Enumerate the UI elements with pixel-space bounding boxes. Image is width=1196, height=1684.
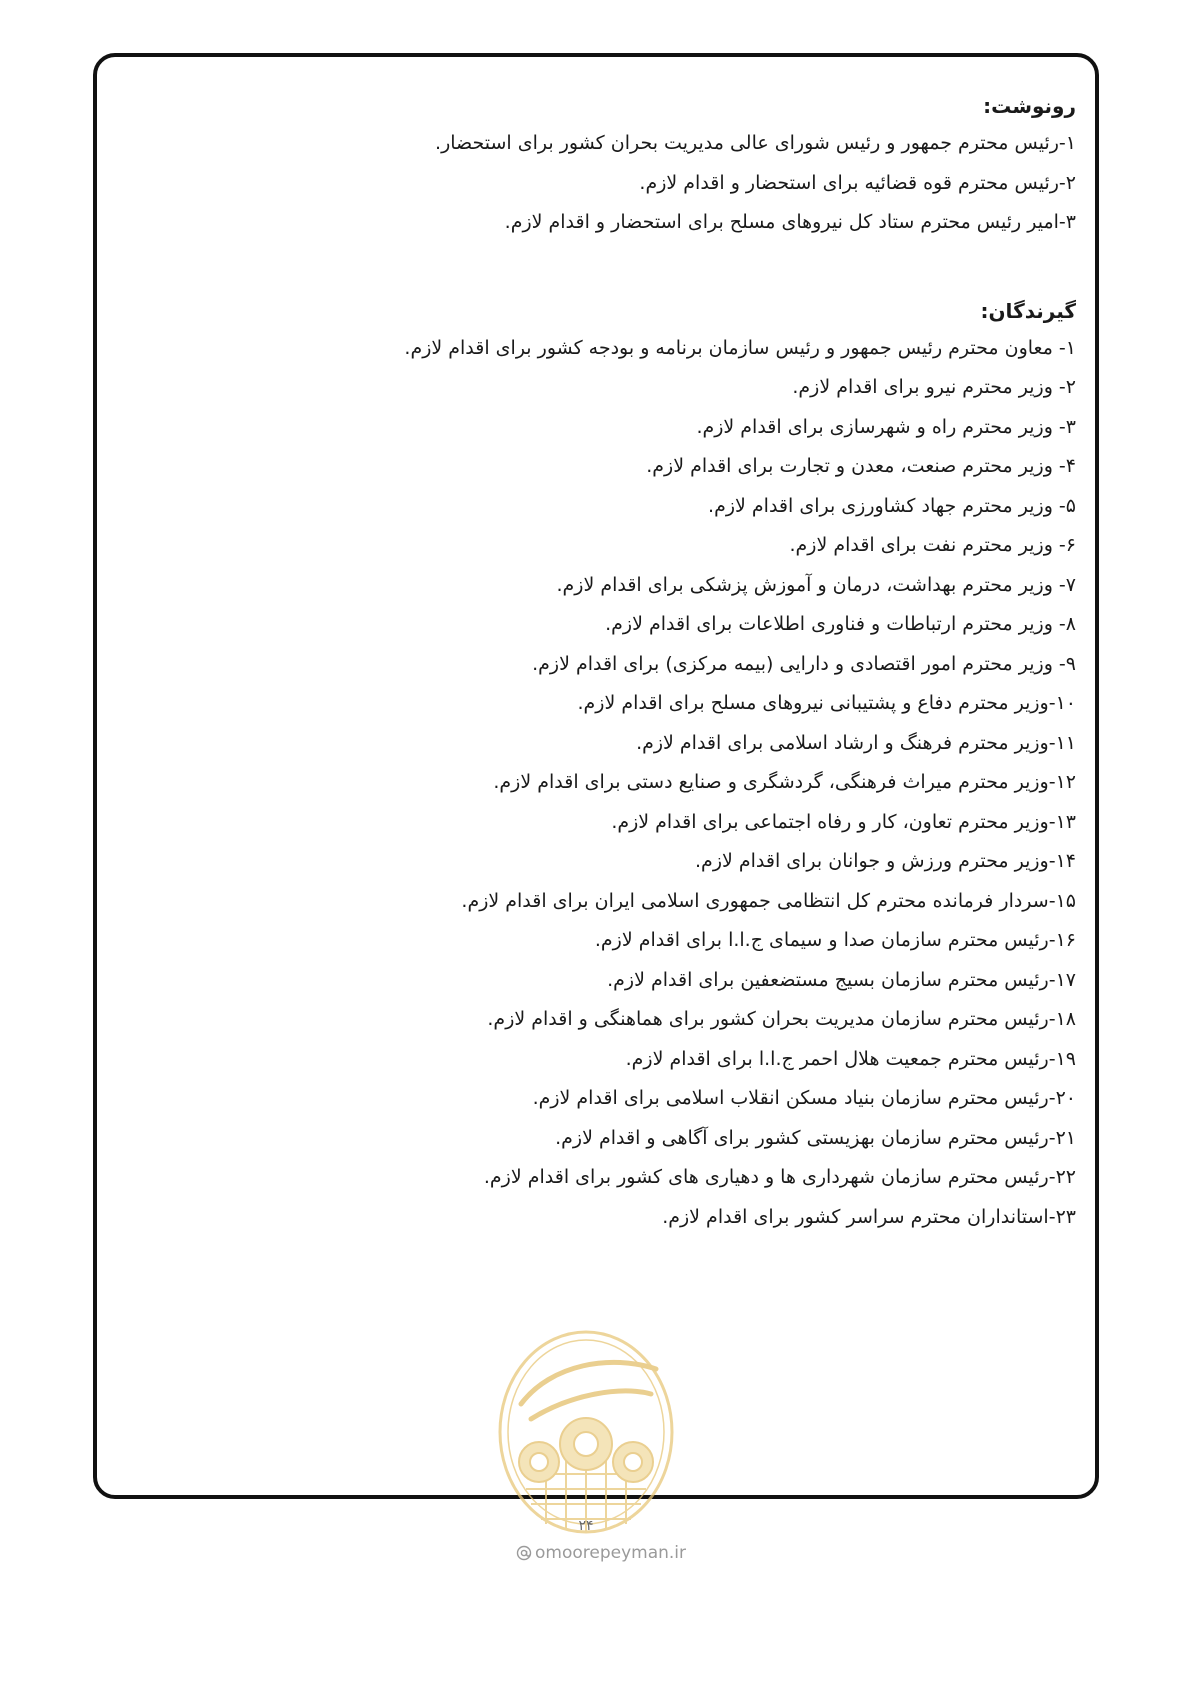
at-icon: [516, 1545, 532, 1561]
recipient-item: ۵- وزیر محترم جهاد کشاورزی برای اقدام لازم.: [708, 494, 1076, 517]
cc-item: ۲-رئیس محترم قوه قضائیه برای استحضار و اقدام لازم.: [639, 171, 1076, 194]
recipient-item: ۲۰-رئیس محترم سازمان بنیاد مسکن انقلاب اسلامی برای اقدام لازم.: [532, 1087, 1076, 1109]
recipient-item: ۴- وزیر محترم صنعت، معدن و تجارت برای اقدام لازم.: [646, 455, 1076, 477]
watermark-url: [516, 1543, 686, 1563]
recipient-item: ۱۹-رئیس محترم جمعیت هلال احمر ج.ا.ا برای اقدام لازم.: [625, 1047, 1076, 1070]
cc-list: [116, 124, 1076, 243]
recipient-item: ۳- وزیر محترم راه و شهرسازی برای اقدام لازم.: [696, 415, 1076, 438]
recipient-item: ۶- وزیر محترم نفت برای اقدام لازم.: [789, 534, 1076, 556]
recipient-item: ۱۲-وزیر محترم میراث فرهنگی، گردشگری و صنایع دستی برای اقدام لازم.: [493, 771, 1076, 793]
recipient-item: ۲۱-رئیس محترم سازمان بهزیستی کشور برای آگاهی و اقدام لازم.: [555, 1126, 1076, 1149]
recipients-heading: گیرندگان:: [980, 298, 1076, 323]
recipient-item: ۱- معاون محترم رئیس جمهور و رئیس سازمان برنامه و بودجه کشور برای اقدام لازم.: [404, 336, 1076, 359]
recipient-item: ۱۱-وزیر محترم فرهنگ و ارشاد اسلامی برای اقدام لازم.: [636, 731, 1076, 754]
page-number: ۲۴: [578, 1518, 594, 1534]
recipient-item: ۲- وزیر محترم نیرو برای اقدام لازم.: [792, 376, 1076, 398]
recipient-item: ۱۳-وزیر محترم تعاون، کار و رفاه اجتماعی برای اقدام لازم.: [611, 810, 1076, 833]
recipient-item: ۸- وزیر محترم ارتباطات و فناوری اطلاعات برای اقدام لازم.: [605, 613, 1076, 635]
recipient-item: ۷- وزیر محترم بهداشت، درمان و آموزش پزشکی برای اقدام لازم.: [556, 573, 1076, 596]
recipient-item: ۱۰-وزیر محترم دفاع و پشتیبانی نیروهای مسلح برای اقدام لازم.: [577, 692, 1076, 714]
cc-heading: رونوشت:: [983, 94, 1076, 118]
watermark-url-text: omoorepeyman.ir: [535, 1543, 687, 1563]
recipient-item: ۱۴-وزیر محترم ورزش و جوانان برای اقدام لازم.: [695, 850, 1076, 872]
recipient-item: ۹- وزیر محترم امور اقتصادی و دارایی (بیمه مرکزی) برای اقدام لازم.: [532, 652, 1076, 675]
cc-item: ۳-امیر رئیس محترم ستاد کل نیروهای مسلح برای استحضار و اقدام لازم.: [504, 211, 1076, 233]
recipient-item: ۲۳-استانداران محترم سراسر کشور برای اقدام لازم.: [662, 1205, 1076, 1228]
recipient-item: ۱۶-رئیس محترم سازمان صدا و سیمای ج.ا.ا برای اقدام لازم.: [594, 929, 1076, 951]
recipient-item: ۲۲-رئیس محترم سازمان شهرداری ها و دهیاری های کشور برای اقدام لازم.: [483, 1166, 1076, 1188]
recipient-item: ۱۷-رئیس محترم سازمان بسیج مستضعفین برای اقدام لازم.: [607, 968, 1076, 991]
omoor-peyman-seal-logo: [491, 1324, 681, 1544]
recipient-item: ۱۵-سردار فرمانده محترم کل انتظامی جمهوری اسلامی ایران برای اقدام لازم.: [461, 889, 1076, 912]
cc-item: ۱-رئیس محترم جمهور و رئیس شورای عالی مدیریت بحران کشور برای استحضار.: [435, 132, 1076, 154]
document-body: [116, 92, 1076, 1237]
recipients-list: [116, 329, 1076, 1238]
recipient-item: ۱۸-رئیس محترم سازمان مدیریت بحران کشور برای هماهنگی و اقدام لازم.: [487, 1008, 1076, 1030]
